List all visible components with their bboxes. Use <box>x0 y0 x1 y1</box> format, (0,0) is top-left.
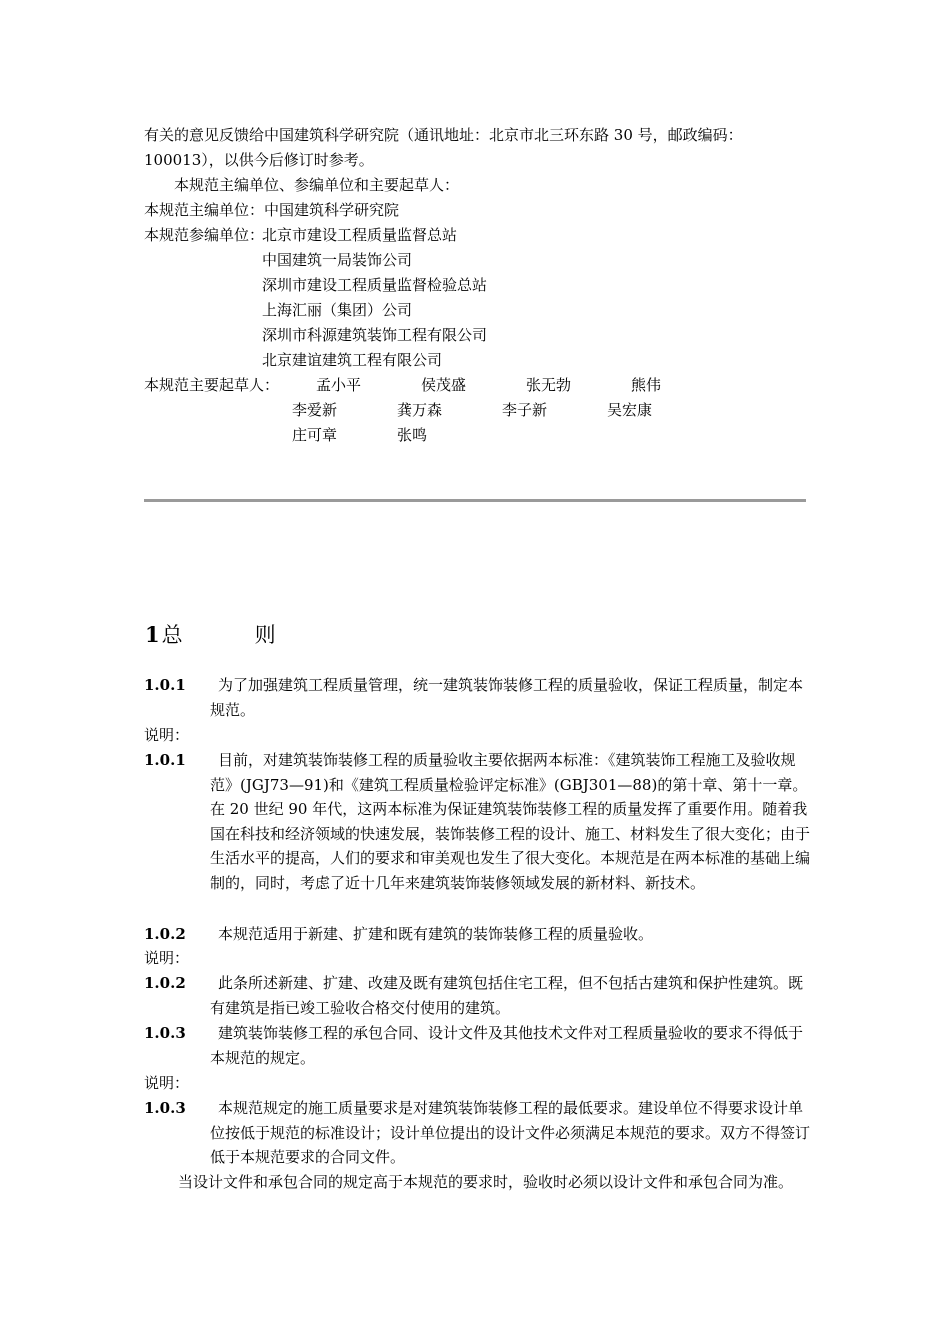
chapter-number: 1 <box>145 622 160 647</box>
clause-text: 为了加强建筑工程质量管理，统一建筑装饰装修工程的质量验收，保证工程质量，制定本规范。 <box>210 676 804 719</box>
clause-number: 1.0.1 <box>144 676 186 694</box>
drafter-name: 吴宏康 <box>607 401 653 419</box>
drafter-name: 张无勃 <box>526 376 572 394</box>
preface-line-1: 有关的意见反馈给中国建筑科学研究院（通讯地址：北京市北三环东路 30 号，邮政编码： <box>144 126 743 144</box>
clause-number: 1.0.2 <box>144 925 186 943</box>
drafter-name: 熊伟 <box>631 376 662 394</box>
clause-text: 建筑装饰装修工程的承包合同、设计文件及其他技术文件对工程质量验收的要求不得低于本规范的规定。 <box>210 1024 804 1067</box>
drafter-name: 李子新 <box>502 401 548 419</box>
drafters-label: 本规范主要起草人： <box>144 376 280 394</box>
drafter-name: 李爱新 <box>292 401 338 419</box>
clause-number: 1.0.3 <box>144 1024 186 1042</box>
explanation-label: 说明： <box>144 949 190 967</box>
chapter-title-part1: 总 <box>161 623 183 647</box>
participant-unit: 深圳市建设工程质量监督检验总站 <box>262 276 488 294</box>
drafter-name: 张鸣 <box>397 426 428 444</box>
participants-label: 本规范参编单位： <box>144 226 265 244</box>
preface-line-2: 100013），以供今后修订时参考。 <box>144 151 374 169</box>
clause-text: 目前，对建筑装饰装修工程的质量验收主要依据两本标准：《建筑装饰工程施工及验收规范》(JGJ73—91)和《建筑工程质量检验评定标准》(GBJ301—88)的第十章、第十一章。在 20 世纪 90 年代，这两本标准为保证建筑装饰装修工程的质量发挥了重要作用。随着我国在科技和经济领域的快速发展，装饰装修工程的设计、施工、材料发生了很大变化；由于生活水平的提高，人们的要求和审美观也发生了很大变化。本规范是在两本标准的基础上编制的，同时，考虑了近十几年来建筑装饰装修领域发展的新材料、新技术。 <box>210 751 811 892</box>
clause-text: 此条所述新建、扩建、改建及既有建筑包括住宅工程，但不包括古建筑和保护性建筑。既有建筑是指已竣工验收合格交付使用的建筑。 <box>210 974 804 1017</box>
drafter-name: 侯茂盛 <box>421 376 467 394</box>
section-divider <box>144 499 806 502</box>
participant-unit: 深圳市科源建筑装饰工程有限公司 <box>262 326 488 344</box>
clause-number: 1.0.2 <box>144 974 186 992</box>
drafter-name: 孟小平 <box>316 376 362 394</box>
chapter-heading <box>145 620 276 650</box>
clause-text: 本规范适用于新建、扩建和既有建筑的装饰装修工程的质量验收。 <box>218 925 654 943</box>
closing-paragraph: 当设计文件和承包合同的规定高于本规范的要求时，验收时必须以设计文件和承包合同为准。 <box>178 1173 794 1191</box>
clause-number: 1.0.1 <box>144 751 186 769</box>
explanation-label: 说明： <box>144 1074 190 1092</box>
chief-editor-unit: 本规范主编单位：中国建筑科学研究院 <box>144 201 400 219</box>
participant-unit: 中国建筑一局装饰公司 <box>262 251 413 269</box>
chapter-title-part2: 则 <box>254 623 276 647</box>
participant-unit: 北京市建设工程质量监督总站 <box>262 226 458 244</box>
participant-unit: 北京建谊建筑工程有限公司 <box>262 351 443 369</box>
explanation-label: 说明： <box>144 726 190 744</box>
clause-text: 本规范规定的施工质量要求是对建筑装饰装修工程的最低要求。建设单位不得要求设计单位按低于规范的标准设计；设计单位提出的设计文件必须满足本规范的要求。双方不得签订低于本规范要求的合同文件。 <box>210 1099 811 1166</box>
participant-unit: 上海汇丽（集团）公司 <box>262 301 413 319</box>
drafter-name: 庄可章 <box>292 426 338 444</box>
clause-number: 1.0.3 <box>144 1099 186 1117</box>
preface-line-3: 本规范主编单位、参编单位和主要起草人： <box>174 176 460 194</box>
drafter-name: 龚万森 <box>397 401 443 419</box>
